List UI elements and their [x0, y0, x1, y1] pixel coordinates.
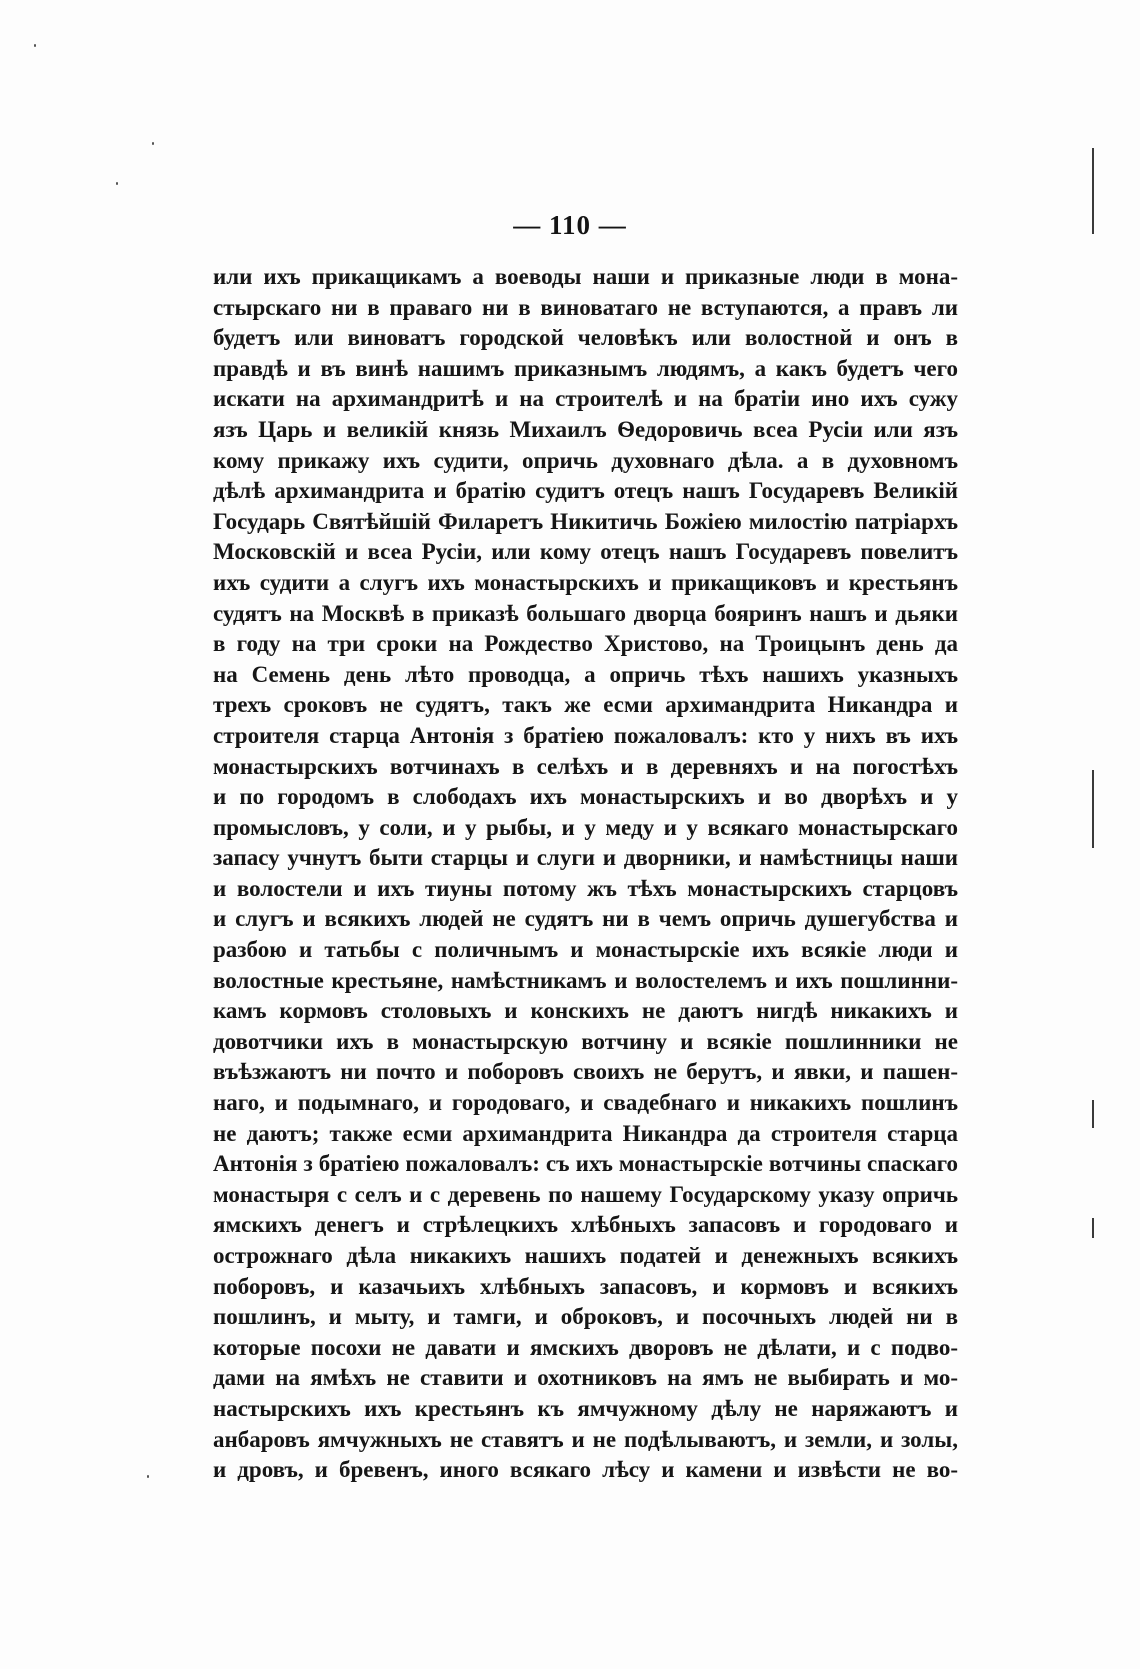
scan-speck — [152, 142, 154, 145]
scan-edge-mark — [1092, 148, 1094, 234]
text-line: дѣлѣ архимандрита и братію судитъ отецъ нашъ Государевъ Великій — [213, 478, 958, 504]
text-line: ихъ судити а слугъ ихъ монастырскихъ и прикащиковъ и крестьянъ — [213, 569, 958, 595]
text-line: не даютъ; также есми архимандрита Никандра да строителя старца — [213, 1120, 958, 1146]
text-line: наго, и подымнаго, и городоваго, и свадебнаго и никакихъ пошлинъ — [213, 1090, 958, 1116]
text-line: монастырскихъ вотчинахъ в селѣхъ и в деревняхъ и на погостѣхъ — [213, 753, 958, 779]
text-line: будетъ или виноватъ городской человѣкъ или волостной и онъ в — [213, 325, 958, 351]
text-line: стырскаго ни в праваго ни в виноватаго не вступаются, а правъ ли — [213, 294, 958, 320]
text-line: или ихъ прикащикамъ а воеводы наши и приказные люди в мона- — [213, 264, 958, 289]
text-line: и дровъ, и бревенъ, иного всякаго лѣсу и камени и извѣсти не во- — [213, 1457, 958, 1483]
text-line: дами на ямѣхъ не ставити и охотниковъ на ямъ не выбирать и мо- — [213, 1365, 958, 1391]
text-line: анбаровъ ямчужныхъ не ставятъ и не подѣлываютъ, и земли, и золы, — [213, 1426, 958, 1452]
scan-speck — [34, 44, 36, 47]
text-line: и волостели и ихъ тиуны потому жъ тѣхъ монастырскихъ старцовъ — [213, 875, 958, 901]
text-line: искати на архимандритѣ и на строителѣ и на братіи ино ихъ сужу — [213, 386, 958, 412]
text-line: монастыря с селъ и с деревень по нашему Государскому указу опричь — [213, 1181, 958, 1207]
text-line: строителя старца Антонія з братіею пожаловалъ: кто у нихъ въ ихъ — [213, 722, 958, 748]
text-line: кому прикажу ихъ судити, опричь духовнаго дѣла. а в духовномъ — [213, 447, 958, 473]
text-line: Московскій и всеа Русіи, или кому отецъ нашъ Государевъ повелитъ — [213, 539, 958, 565]
text-line: на Семень день лѣто проводца, а опричь тѣхъ нашихъ указныхъ — [213, 661, 958, 687]
text-line: в году на три сроки на Рождество Христово, на Троицынъ день да — [213, 631, 958, 657]
text-line: пошлинъ, и мыту, и тамги, и оброковъ, и посочныхъ людей ни в — [213, 1304, 958, 1330]
text-line: правдѣ и въ винѣ нашимъ приказнымъ людямъ, а какъ будетъ чего — [213, 355, 958, 381]
text-line: Государь Святѣйшій Филаретъ Никитичь Божіею милостію патріархъ — [213, 508, 958, 534]
scan-edge-mark — [1092, 1100, 1094, 1128]
text-line: язъ Царь и великій князь Михаилъ Ѳедоровичь всеа Русіи или язъ — [213, 416, 958, 442]
text-line: волостные крестьяне, намѣстникамъ и волостелемъ и ихъ пошлинни- — [213, 967, 958, 993]
text-line: и по городомъ в слободахъ ихъ монастырскихъ и во дворѣхъ и у — [213, 784, 958, 810]
text-line: острожнаго дѣла никакихъ нашихъ податей и денежныхъ всякихъ — [213, 1243, 958, 1268]
text-line: камъ кормовъ столовыхъ и конскихъ не даютъ нигдѣ никакихъ и — [213, 998, 958, 1024]
text-line: настырскихъ ихъ крестьянъ къ ямчужному дѣлу не наряжаютъ и — [213, 1395, 958, 1421]
scan-speck — [116, 182, 118, 185]
text-line: разбою и татьбы с поличнымъ и монастырскіе ихъ всякіе люди и — [213, 937, 958, 963]
scan-speck — [147, 1475, 149, 1478]
text-line: промысловъ, у соли, и у рыбы, и у меду и у всякаго монастырскаго — [213, 814, 958, 840]
text-line: и слугъ и всякихъ людей не судятъ ни в чемъ опричь душегубства и — [213, 906, 958, 932]
text-line: трехъ сроковъ не судятъ, такъ же есми архимандрита Никандра и — [213, 692, 958, 718]
text-line: въѣзжаютъ ни почто и поборовъ своихъ не берутъ, и явки, и пашен- — [213, 1059, 958, 1085]
scan-edge-mark — [1092, 1218, 1094, 1238]
text-line: ямскихъ денегъ и стрѣлецкихъ хлѣбныхъ запасовъ и городоваго и — [213, 1212, 958, 1238]
text-line: Антонія з братіею пожаловалъ: съ ихъ монастырскіе вотчины спаскаго — [213, 1151, 958, 1177]
text-line: довотчики ихъ в монастырскую вотчину и всякіе пошлинники не — [213, 1028, 958, 1054]
scan-edge-mark — [1092, 770, 1094, 848]
text-line: запасу учнутъ быти старцы и слуги и дворники, и намѣстницы наши — [213, 845, 958, 871]
body-text — [213, 262, 958, 1486]
page-number: — 110 — — [513, 210, 627, 240]
text-line: поборовъ, и казачьихъ хлѣбныхъ запасовъ, и кормовъ и всякихъ — [213, 1273, 958, 1299]
text-line: судятъ на Москвѣ в приказѣ большаго дворца бояринъ нашъ и дьяки — [213, 600, 958, 626]
text-line: которые посохи не давати и ямскихъ дворовъ не дѣлати, и с подво- — [213, 1334, 958, 1360]
